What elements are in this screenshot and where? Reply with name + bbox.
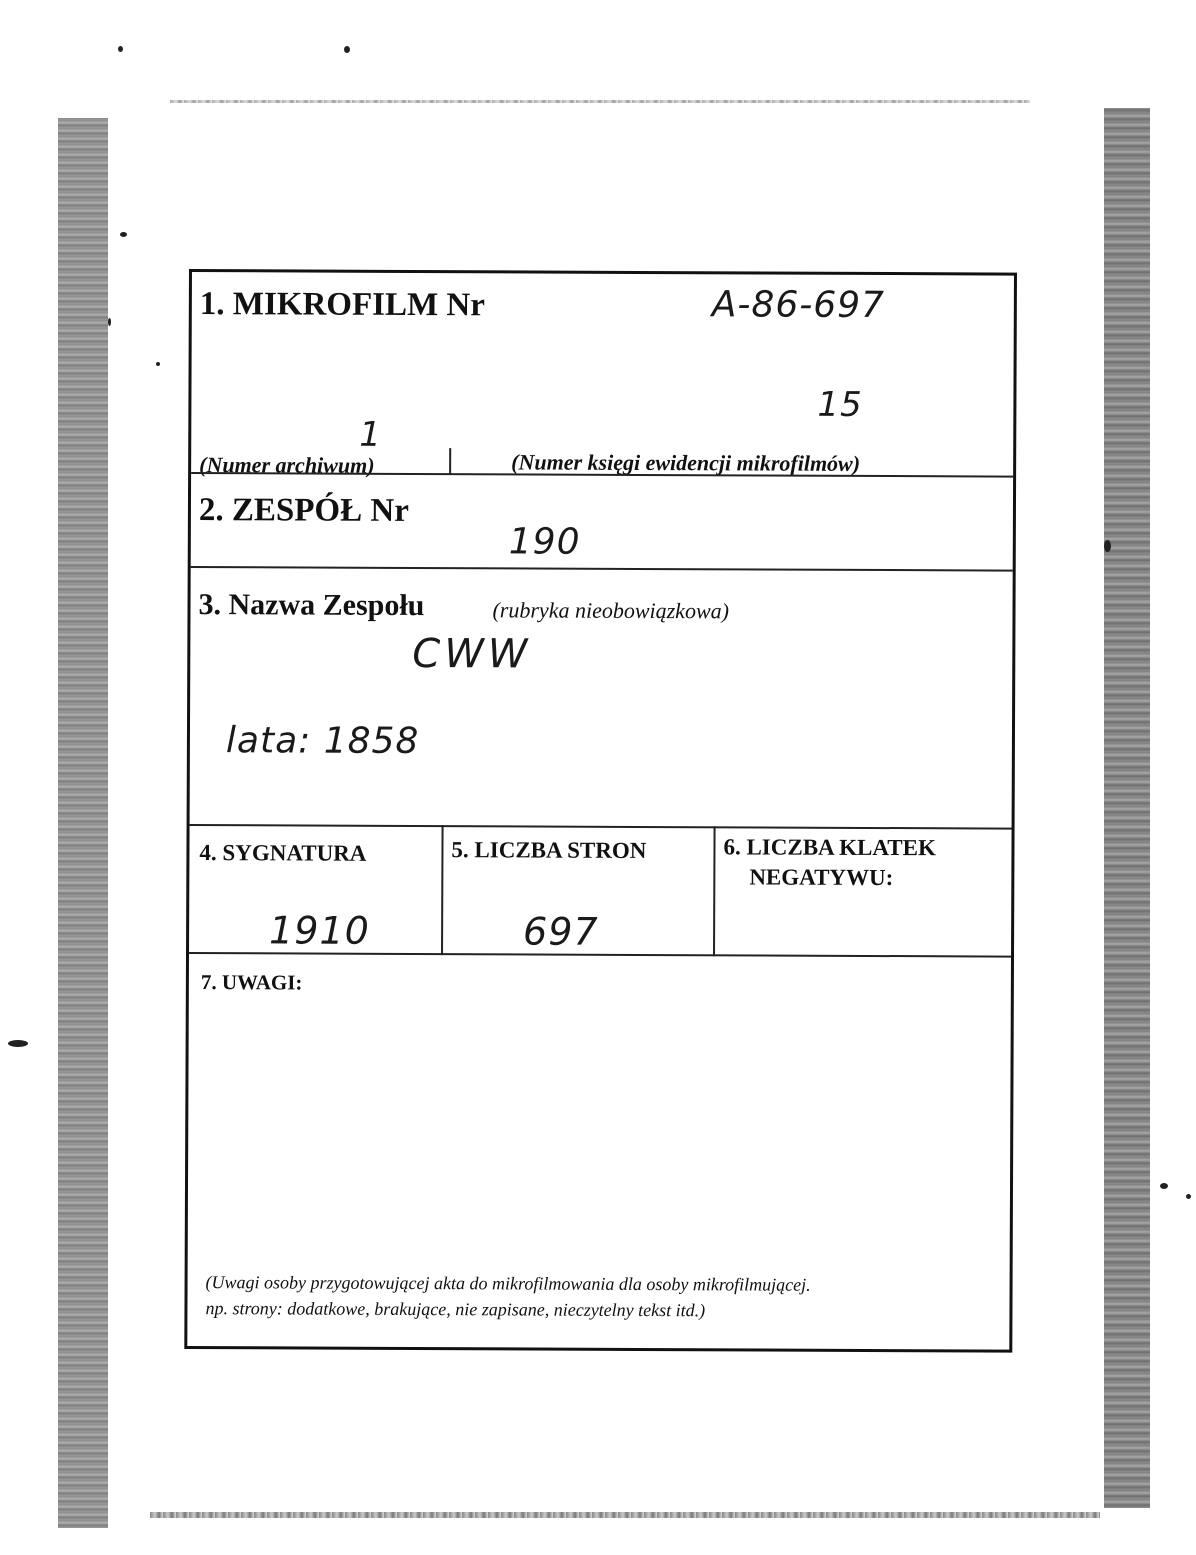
divider-3	[190, 824, 1012, 830]
divider-2	[191, 566, 1013, 572]
section4-title: 4. SYGNATURA	[199, 840, 367, 866]
scan-edge-left	[58, 118, 108, 1528]
speck	[118, 46, 123, 52]
fonds-number-handwritten: 190	[508, 521, 581, 563]
fonds-name-handwritten: CWW	[412, 630, 532, 678]
signature-handwritten: 1910	[269, 908, 370, 953]
section3-optional-note: (rubryka nieobowiązkowa)	[492, 597, 730, 624]
column-divider-2	[713, 826, 716, 956]
section7-footnote-line2: np. strony: dodatkowe, brakujące, nie zapisane, nieczytelny tekst itd.)	[205, 1298, 706, 1321]
speck	[156, 362, 160, 366]
microfilm-number-handwritten: A-86-697	[711, 284, 886, 327]
register-number-handwritten: 15	[817, 384, 863, 425]
section6-title-line2: NEGATYWU:	[749, 864, 894, 891]
section2-title: 2. ZESPÓŁ Nr	[198, 492, 409, 529]
column-divider-1	[441, 825, 444, 955]
section1-title: 1. MIKROFILM Nr	[199, 286, 485, 324]
speck	[108, 318, 111, 326]
microfilm-form	[184, 269, 1017, 1353]
speck	[344, 46, 350, 53]
section6-title-line1: 6. LICZBA KLATEK	[723, 834, 936, 861]
archive-number-handwritten: 1	[359, 414, 383, 455]
section7-title: 7. UWAGI:	[200, 970, 303, 995]
section3-title: 3. Nazwa Zespołu	[198, 588, 425, 623]
speck	[120, 232, 127, 237]
section5-title: 5. LICZBA STRON	[451, 837, 647, 864]
scan-edge-top	[170, 100, 1030, 103]
speck	[1104, 540, 1111, 552]
register-number-label: (Numer księgi ewidencji mikrofilmów)	[511, 449, 861, 476]
section7-footnote-line1: (Uwagi osoby przygotowującej akta do mikrofilmowania dla osoby mikrofilmującej.	[205, 1272, 811, 1295]
speck	[8, 1040, 28, 1047]
archive-divider	[449, 448, 451, 474]
scan-edge-right	[1104, 108, 1150, 1508]
scan-edge-bottom	[150, 1512, 1100, 1518]
fonds-years-handwritten: lata: 1858	[225, 720, 420, 763]
divider-4	[189, 952, 1011, 958]
archive-number-label: (Numer archiwum)	[199, 452, 375, 478]
page-count-handwritten: 697	[523, 909, 599, 954]
speck	[1160, 1183, 1168, 1189]
speck	[1186, 1194, 1191, 1199]
